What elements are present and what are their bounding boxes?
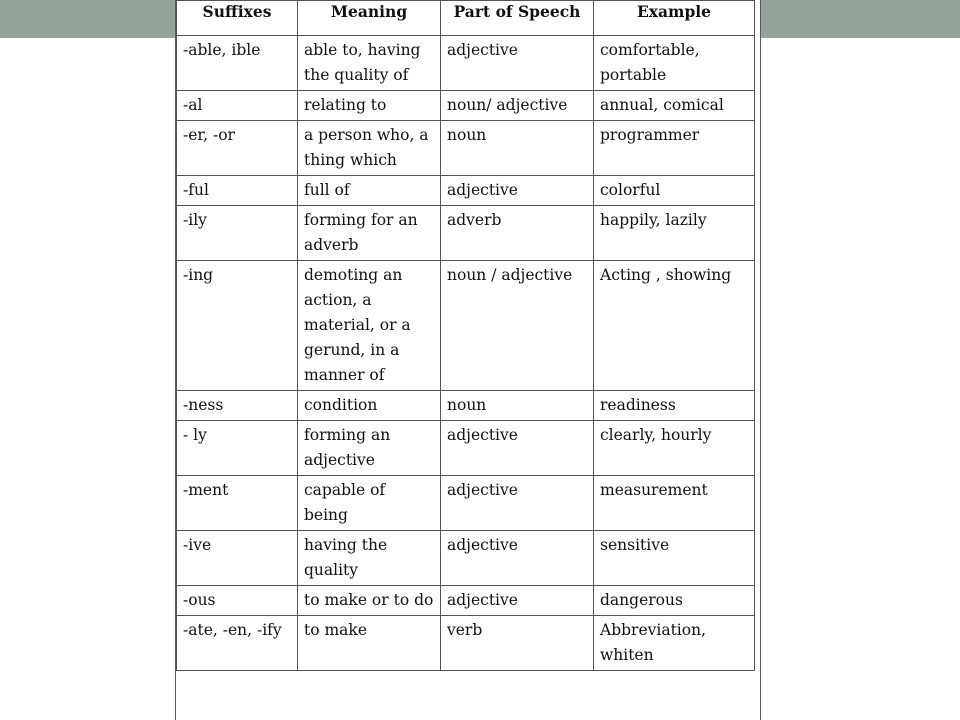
cell-part-of-speech: noun / adjective <box>441 261 594 391</box>
cell-suffix: -ate, -en, -ify <box>177 616 298 671</box>
table-row <box>177 616 755 671</box>
cell-meaning: to make or to do <box>298 586 441 616</box>
cell-suffix: - ly <box>177 421 298 476</box>
cell-part-of-speech: noun <box>441 121 594 176</box>
cell-example: Acting , showing <box>594 261 755 391</box>
cell-example: comfortable, portable <box>594 36 755 91</box>
cell-example: programmer <box>594 121 755 176</box>
table-row <box>177 531 755 586</box>
cell-suffix: -ous <box>177 586 298 616</box>
cell-meaning: able to, having the quality of <box>298 36 441 91</box>
cell-meaning: capable of being <box>298 476 441 531</box>
cell-example: measurement <box>594 476 755 531</box>
cell-part-of-speech: adjective <box>441 531 594 586</box>
table-row <box>177 391 755 421</box>
header-part-of-speech: Part of Speech <box>441 1 594 36</box>
suffix-table <box>176 0 755 671</box>
cell-meaning: condition <box>298 391 441 421</box>
cell-part-of-speech: adverb <box>441 206 594 261</box>
cell-suffix: -ment <box>177 476 298 531</box>
table-row <box>177 476 755 531</box>
cell-suffix: -er, -or <box>177 121 298 176</box>
cell-example: annual, comical <box>594 91 755 121</box>
cell-part-of-speech: adjective <box>441 586 594 616</box>
table-row <box>177 206 755 261</box>
table-header-row <box>177 1 755 36</box>
cell-suffix: -ing <box>177 261 298 391</box>
cell-example: clearly, hourly <box>594 421 755 476</box>
table-row <box>177 91 755 121</box>
table-row <box>177 121 755 176</box>
cell-meaning: a person who, a thing which <box>298 121 441 176</box>
cell-example: sensitive <box>594 531 755 586</box>
cell-example: colorful <box>594 176 755 206</box>
cell-suffix: -al <box>177 91 298 121</box>
table-row <box>177 586 755 616</box>
cell-meaning: relating to <box>298 91 441 121</box>
table-row <box>177 261 755 391</box>
cell-example: happily, lazily <box>594 206 755 261</box>
cell-example: Abbreviation, whiten <box>594 616 755 671</box>
table-row <box>177 36 755 91</box>
cell-meaning: demoting an action, a material, or a gerund, in a manner of <box>298 261 441 391</box>
cell-part-of-speech: adjective <box>441 36 594 91</box>
cell-meaning: full of <box>298 176 441 206</box>
table-row <box>177 421 755 476</box>
cell-part-of-speech: adjective <box>441 476 594 531</box>
cell-part-of-speech: verb <box>441 616 594 671</box>
cell-meaning: having the quality <box>298 531 441 586</box>
cell-suffix: -able, ible <box>177 36 298 91</box>
header-example: Example <box>594 1 755 36</box>
cell-meaning: forming for an adverb <box>298 206 441 261</box>
cell-example: readiness <box>594 391 755 421</box>
cell-suffix: -ful <box>177 176 298 206</box>
cell-part-of-speech: adjective <box>441 176 594 206</box>
header-meaning: Meaning <box>298 1 441 36</box>
cell-part-of-speech: adjective <box>441 421 594 476</box>
cell-suffix: -ive <box>177 531 298 586</box>
cell-meaning: to make <box>298 616 441 671</box>
header-suffixes: Suffixes <box>177 1 298 36</box>
cell-example: dangerous <box>594 586 755 616</box>
cell-meaning: forming an adjective <box>298 421 441 476</box>
cell-part-of-speech: noun/ adjective <box>441 91 594 121</box>
cell-suffix: -ness <box>177 391 298 421</box>
table-row <box>177 176 755 206</box>
cell-suffix: -ily <box>177 206 298 261</box>
cell-part-of-speech: noun <box>441 391 594 421</box>
